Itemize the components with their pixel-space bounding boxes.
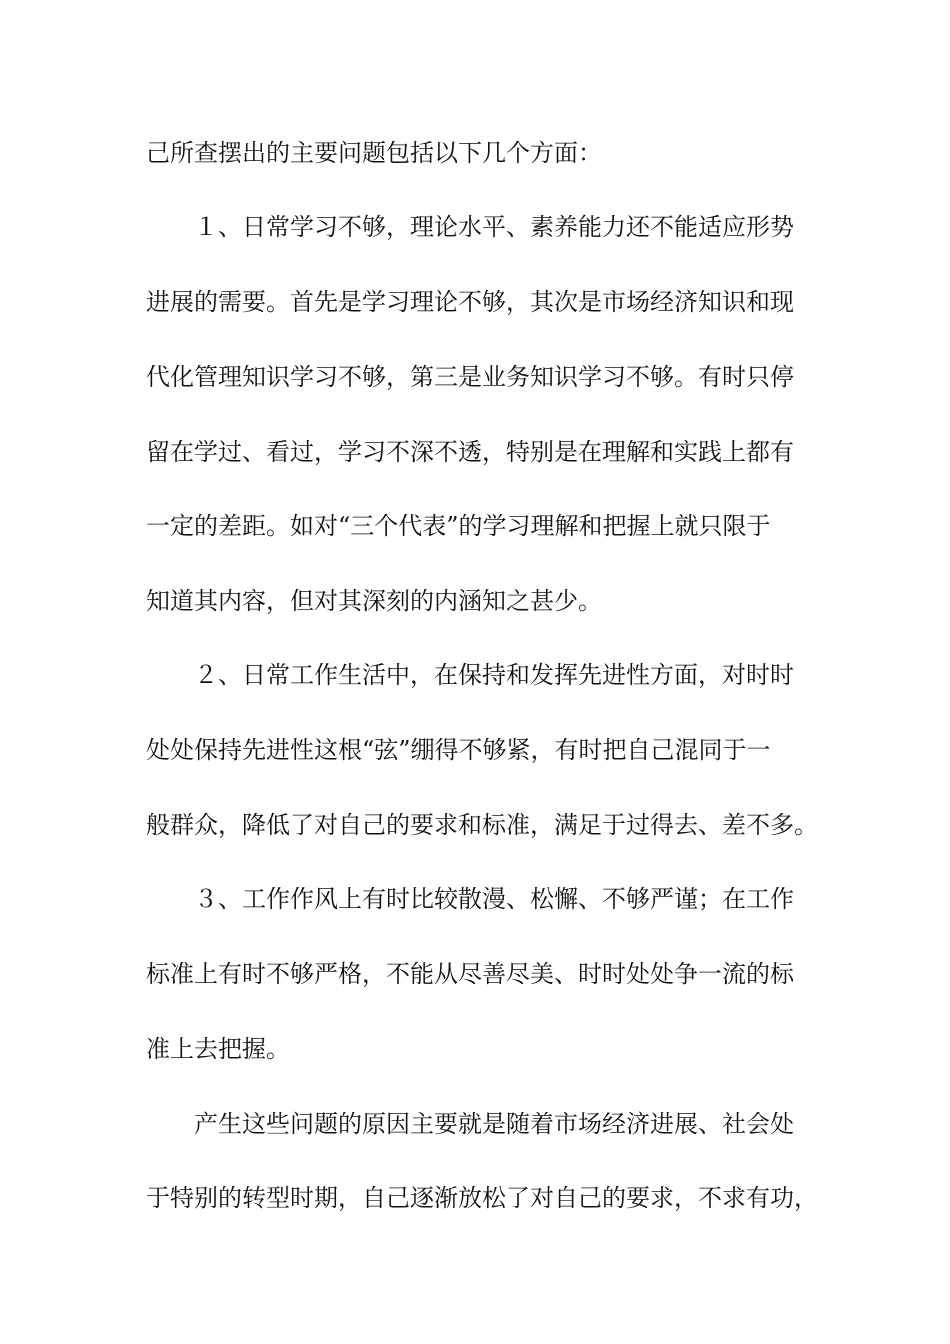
text-line: 般群众，降低了对自己的要求和标准，满足于过得去、差不多。: [146, 811, 818, 839]
text-line: 准上去把握。: [146, 1035, 290, 1063]
text-line: 于特别的转型时期，自己逐渐放松了对自己的要求，不求有功，: [146, 1184, 818, 1212]
text-line: 标准上有时不够严格，不能从尽善尽美、时时处处争一流的标: [146, 960, 794, 988]
text-line: 知道其内容，但对其深刻的内涵知之甚少。: [146, 587, 602, 615]
text-line: 留在学过、看过，学习不深不透，特别是在理解和实践上都有: [146, 438, 794, 466]
text-line: 进展的需要。首先是学习理论不够，其次是市场经济知识和现: [146, 288, 794, 316]
text-line: ３、工作作风上有时比较散漫、松懈、不够严谨；在工作: [194, 885, 794, 913]
text-line: 产生这些问题的原因主要就是随着市场经济进展、社会处: [194, 1110, 794, 1138]
text-line: 处处保持先进性这根“弦”绷得不够紧，有时把自己混同于一: [146, 736, 771, 764]
text-line: 己所查摆出的主要问题包括以下几个方面：: [146, 139, 602, 167]
text-line: １、日常学习不够，理论水平、素养能力还不能适应形势: [194, 213, 794, 241]
text-line: 一定的差距。如对“三个代表”的学习理解和把握上就只限于: [146, 512, 771, 540]
text-line: ２、日常工作生活中，在保持和发挥先进性方面，对时时: [194, 661, 794, 689]
text-line: 代化管理知识学习不够，第三是业务知识学习不够。有时只停: [146, 363, 794, 391]
